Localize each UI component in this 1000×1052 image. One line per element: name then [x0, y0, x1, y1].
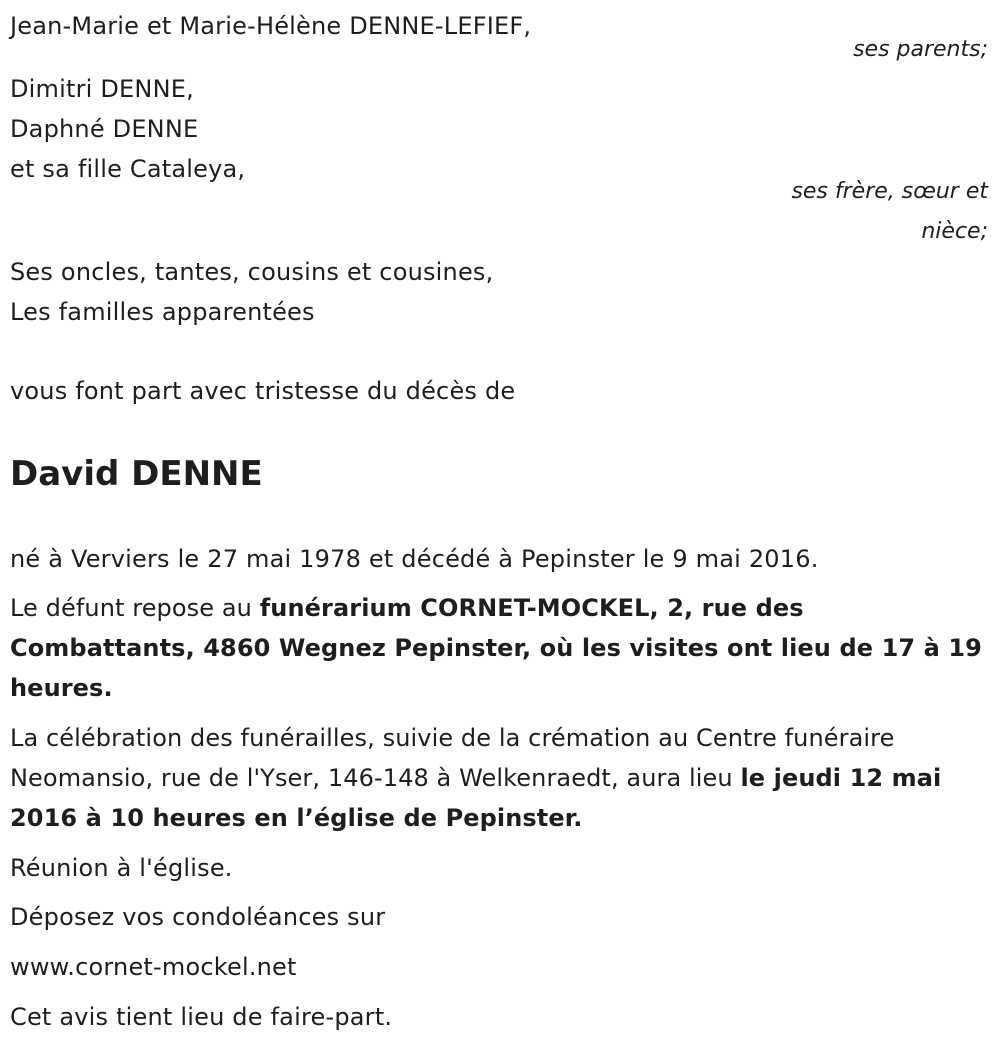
parents-role: ses parents;	[853, 37, 988, 62]
announcement-intro: vous font part avec tristesse du décès de	[10, 377, 516, 405]
celebration-details: le jeudi 12 mai 2016 à 10 heures en l’église de Pepinster.	[10, 764, 942, 832]
relatives-line2: Les familles apparentées	[10, 298, 315, 326]
website-link[interactable]: www.cornet-mockel.net	[10, 953, 297, 981]
condolences-note: Déposez vos condoléances sur	[10, 903, 386, 931]
sibling-daphne: Daphné DENNE	[10, 115, 199, 143]
deceased-name: David DENNE	[10, 454, 263, 494]
repose-location: funérarium CORNET-MOCKEL, 2, rue des Combattants, 4860 Wegnez Pepinster, où les visites ont lieu de 17 à 19 heures.	[10, 594, 982, 702]
reunion-note: Réunion à l'église.	[10, 854, 233, 882]
celebration-paragraph	[10, 718, 995, 838]
repose-paragraph	[10, 588, 995, 708]
siblings-role-line2: nièce;	[921, 219, 988, 244]
siblings-role-line1: ses frère, sœur et	[791, 179, 988, 204]
birth-death-info: né à Verviers le 27 mai 1978 et décédé à Pepinster le 9 mai 2016.	[10, 545, 819, 573]
relatives-line1: Ses oncles, tantes, cousins et cousines,	[10, 258, 494, 286]
celebration-prefix: La célébration des funérailles, suivie de la crémation au Centre funéraire Neomansio, rue de l'Yser, 146-148 à Welkenraedt, aura lieu	[10, 724, 895, 792]
sibling-dimitri: Dimitri DENNE,	[10, 75, 194, 103]
niece-cataleya: et sa fille Cataleya,	[10, 155, 246, 183]
repose-prefix: Le défunt repose au	[10, 594, 260, 622]
closing-note: Cet avis tient lieu de faire-part.	[10, 1003, 393, 1031]
parents-names: Jean-Marie et Marie-Hélène DENNE-LEFIEF,	[10, 12, 532, 40]
